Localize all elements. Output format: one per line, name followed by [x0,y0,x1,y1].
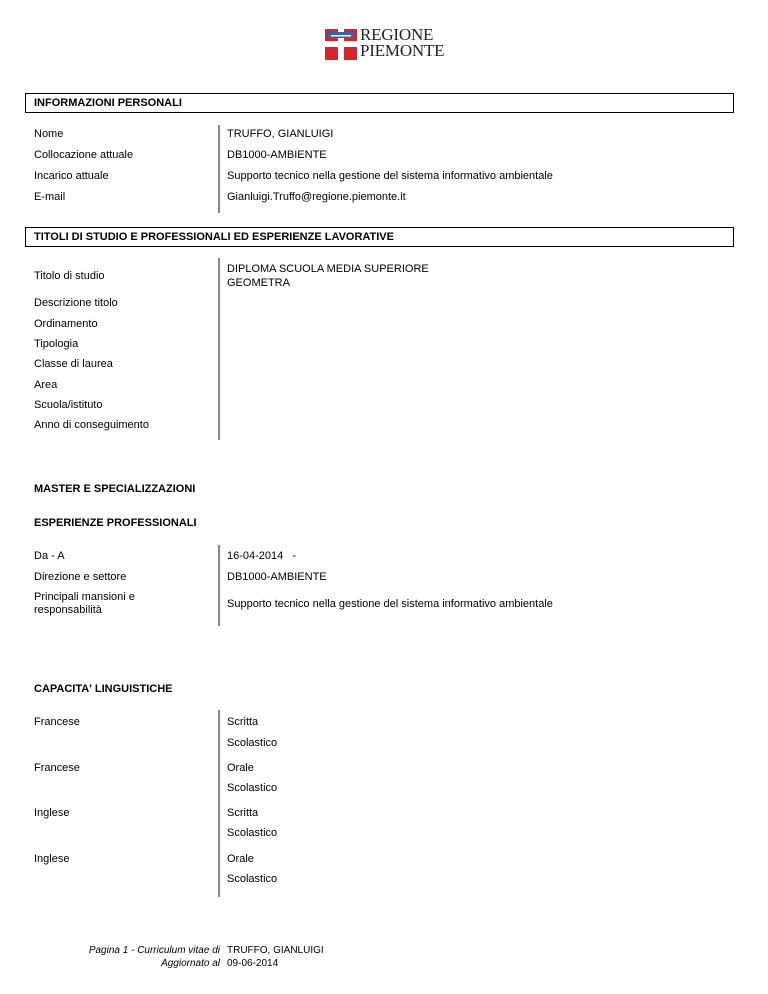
value-email[interactable]: Gianluigi.Truffo@regione.piemonte.it [227,191,406,203]
value-incarico: Supporto tecnico nella gestione del sistema informativo ambientale [227,170,553,182]
logo-line-1: REGIONE [360,25,434,44]
language-name: Inglese [34,853,70,865]
label-nome: Nome [34,128,64,140]
label-classe-laurea: Classe di laurea [34,358,113,370]
footer-page-label: Pagina 1 - Curriculum vitae di [88,945,220,956]
label-area: Area [34,379,58,391]
label-titolo-studio: Titolo di studio [34,270,105,282]
label-tipologia: Tipologia [34,338,79,350]
value-titolo-studio-line2: GEOMETRA [227,277,290,289]
value-mansioni: Supporto tecnico nella gestione del sistema informativo ambientale [227,598,553,610]
section-master: MASTER E SPECIALIZZAZIONI [34,483,196,495]
value-direzione: DB1000-AMBIENTE [227,571,327,583]
logo-wordmark [360,27,444,59]
language-type: Orale [227,853,254,865]
section-experience: ESPERIENZE PROFESSIONALI [34,517,197,529]
language-level: Scolastico [227,782,278,794]
footer-updated-value: 09-06-2014 [227,958,279,969]
value-periodo: 16-04-2014 - [227,550,297,562]
column-divider [218,125,220,213]
language-name: Inglese [34,807,70,819]
language-type: Scritta [227,807,259,819]
value-nome: TRUFFO, GIANLUIGI [227,128,334,140]
value-titolo-studio-line1: DIPLOMA SCUOLA MEDIA SUPERIORE [227,263,429,275]
label-ordinamento: Ordinamento [34,318,98,330]
label-periodo: Da - A [34,550,65,562]
column-divider [218,710,220,897]
section-languages: CAPACITA' LINGUISTICHE [34,683,173,695]
language-name: Francese [34,762,80,774]
label-email: E-mail [34,191,66,203]
label-direzione: Direzione e settore [34,571,127,583]
language-level: Scolastico [227,737,278,749]
language-level: Scolastico [227,827,278,839]
language-type: Orale [227,762,254,774]
value-collocazione: DB1000-AMBIENTE [227,149,327,161]
label-incarico: Incarico attuale [34,170,109,182]
label-anno-conseguimento: Anno di conseguimento [34,419,149,431]
footer-updated-label: Aggiornato al [161,958,220,969]
label-mansioni-line2: responsabilità [34,604,102,616]
label-descrizione-titolo: Descrizione titolo [34,297,118,309]
label-scuola-istituto: Scuola/istituto [34,399,103,411]
logo-line-2: PIEMONTE [360,41,445,60]
column-divider [218,545,220,626]
column-divider [218,258,220,440]
label-mansioni-line1: Principali mansioni e [34,591,135,603]
language-level: Scolastico [227,873,278,885]
section-personal-info: INFORMAZIONI PERSONALI [25,93,734,113]
piemonte-flag-icon [325,29,357,60]
label-collocazione: Collocazione attuale [34,149,134,161]
section-study-titles: TITOLI DI STUDIO E PROFESSIONALI ED ESPERIENZE LAVORATIVE [25,227,734,247]
language-type: Scritta [227,716,259,728]
regione-piemonte-logo [325,25,445,62]
language-name: Francese [34,716,80,728]
footer-page-value: TRUFFO, GIANLUIGI [227,945,324,956]
